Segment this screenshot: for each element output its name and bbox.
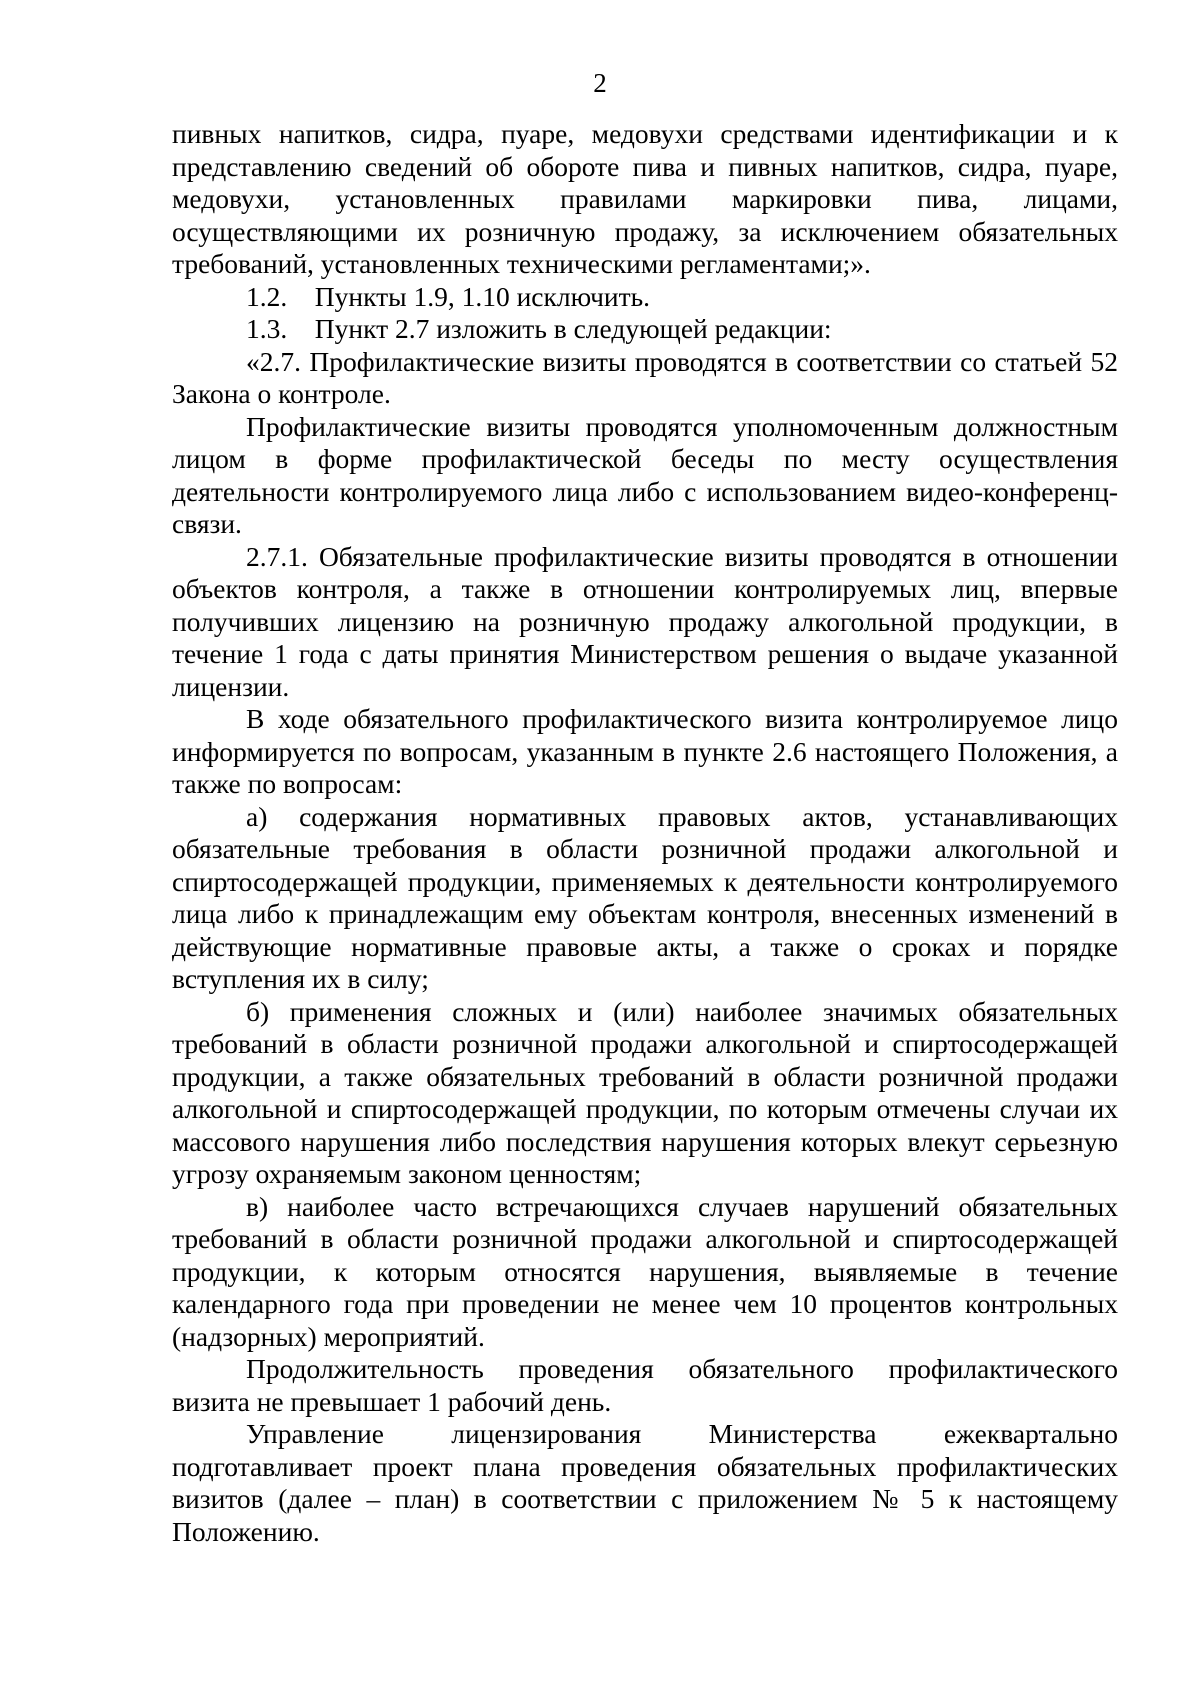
page-number: 2 [593, 68, 607, 98]
paragraph-continuation: пивных напитков, сидра, пуаре, медовухи средствами идентификации и к представлению сведений об обороте пива и пивных напитков, сидра, пуаре, медовухи, установленных правилами маркировки пива, лицами, осуществляющими их розничную продажу, за исключением обязательных требований, установленных техническими регламентами;». [172, 118, 1118, 279]
list-item-b: б) применения сложных и (или) наиболее значимых обязательных требований в области розничной продажи алкогольной и спиртосодержащей продукции, а также обязательных требований в области розничной продажи алкогольной и спиртосодержащей продукции, по которым отмечены случаи их массового нарушения либо последствия нарушения которых влекут серьезную угрозу охраняемым законом ценностям; [172, 995, 1118, 1189]
paragraph-plan: Управление лицензирования Министерства ежеквартально подготавливает проект плана проведения обязательных профилактических визитов (далее – план) в соответствии с приложением № 5 к настоящему Положению. [172, 1418, 1118, 1547]
list-item-v: в) наиболее часто встречающихся случаев нарушений обязательных требований в области розничной продажи алкогольной и спиртосодержащей продукции, к которым относятся нарушения, выявляемые в течение календарного года при проведении не менее чем 10 процентов контрольных (надзорных) мероприятий. [172, 1190, 1118, 1352]
paragraph-informing: В ходе обязательного профилактического визита контролируемое лицо информируется по вопросам, указанным в пункте 2.6 настоящего Положения, а также по вопросам: [172, 703, 1118, 799]
paragraph-visits-description: Профилактические визиты проводятся уполномоченным должностным лицом в форме профилактической беседы по месту осуществления деятельности контролируемого лица либо с использованием видео-конференц-связи. [172, 410, 1118, 539]
list-item-a: а) содержания нормативных правовых актов, устанавливающих обязательные требования в области розничной продажи алкогольной и спиртосодержащей продукции, применяемых к деятельности контролируемого лица либо к принадлежащим ему объектам контроля, внесенных изменений в действующие нормативные правовые акты, а также о сроках и порядке вступления их в силу; [172, 800, 1118, 994]
paragraph-item-2-7: «2.7. Профилактические визиты проводятся в соответствии со статьей 52 Закона о контроле. [172, 345, 1118, 409]
paragraph-item-1-2: 1.2. Пункты 1.9, 1.10 исключить. [246, 280, 651, 312]
paragraph-duration: Продолжительность проведения обязательного профилактического визита не превышает 1 рабочий день. [172, 1353, 1118, 1417]
paragraph-item-1-3: 1.3. Пункт 2.7 изложить в следующей редакции: [246, 313, 832, 344]
paragraph-item-2-7-1: 2.7.1. Обязательные профилактические визиты проводятся в отношении объектов контроля, а также в отношении контролируемых лиц, впервые получивших лицензию на розничную продажу алкогольной продукции, в течение 1 года с даты принятия Министерством решения о выдаче указанной лицензии. [172, 540, 1118, 702]
document-body [172, 118, 1118, 1548]
